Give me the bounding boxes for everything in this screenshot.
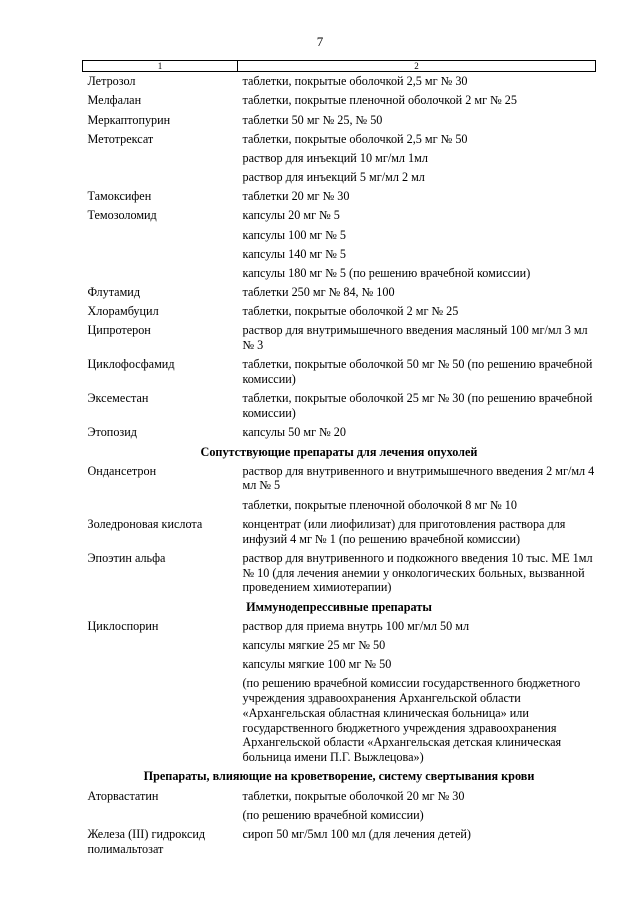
table-row bbox=[83, 302, 596, 321]
table-row bbox=[83, 110, 596, 129]
dosage-form: сироп 50 мг/5мл 100 мл (для лечения детей) bbox=[242, 826, 471, 841]
table-row bbox=[83, 655, 596, 674]
dosage-form: капсулы 180 мг № 5 (по решению врачебной комиссии) bbox=[242, 265, 531, 280]
drug-name bbox=[83, 149, 238, 168]
section-heading-row bbox=[83, 767, 596, 786]
drug-name: Эпоэтин альфа bbox=[87, 550, 166, 565]
drug-name bbox=[83, 806, 238, 825]
column-header-2: 2 bbox=[238, 61, 596, 72]
drug-name: Флутамид bbox=[87, 285, 141, 300]
dosage-form: раствор для инъекций 5 мг/мл 2 мл bbox=[242, 170, 425, 185]
drug-table bbox=[82, 60, 596, 859]
table-row bbox=[83, 495, 596, 514]
table-row bbox=[83, 355, 596, 389]
dosage-form: таблетки, покрытые пленочной оболочкой 8 мг № 10 bbox=[242, 497, 517, 512]
table-row bbox=[83, 149, 596, 168]
table-row bbox=[83, 206, 596, 225]
dosage-form: таблетки 250 мг № 84, № 100 bbox=[242, 285, 395, 300]
drug-name bbox=[83, 655, 238, 674]
drug-name bbox=[83, 264, 238, 283]
table-row bbox=[83, 825, 596, 859]
dosage-form: раствор для приема внутрь 100 мг/мл 50 мл bbox=[242, 618, 470, 633]
dosage-form: раствор для внутривенного и внутримышечного введения 2 мг/мл 4 мл № 5 bbox=[242, 463, 595, 493]
drug-name bbox=[83, 674, 238, 767]
table-row bbox=[83, 806, 596, 825]
dosage-form: таблетки 20 мг № 30 bbox=[242, 189, 350, 204]
table-row bbox=[83, 91, 596, 110]
table-row bbox=[83, 389, 596, 423]
table-row bbox=[83, 72, 596, 92]
dosage-form: концентрат (или лиофилизат) для приготовления раствора для инфузий 4 мг № 1 (по решению врачебной комиссии) bbox=[242, 516, 566, 546]
table-row bbox=[83, 636, 596, 655]
drug-name: Эксеместан bbox=[87, 391, 149, 406]
drug-name: Тамоксифен bbox=[87, 189, 152, 204]
drug-name: Циклоспорин bbox=[87, 618, 159, 633]
dosage-form: таблетки, покрытые оболочкой 2,5 мг № 50 bbox=[242, 131, 468, 146]
table-row bbox=[83, 617, 596, 636]
drug-name: Ондансетрон bbox=[87, 463, 157, 478]
section-heading-row bbox=[83, 597, 596, 616]
page-number: 7 bbox=[316, 34, 324, 49]
drug-name bbox=[83, 636, 238, 655]
table-row bbox=[83, 225, 596, 244]
table-row bbox=[83, 187, 596, 206]
dosage-form: капсулы 50 мг № 20 bbox=[242, 425, 346, 440]
table-row bbox=[83, 264, 596, 283]
dosage-form: таблетки, покрытые оболочкой 2,5 мг № 30 bbox=[242, 74, 468, 89]
drug-name: Летрозол bbox=[87, 74, 136, 89]
table-row bbox=[83, 786, 596, 805]
dosage-form: таблетки, покрытые оболочкой 50 мг № 50 (по решению врачебной комиссии) bbox=[242, 357, 593, 387]
column-header-1: 1 bbox=[83, 61, 238, 72]
drug-name bbox=[83, 495, 238, 514]
dosage-form: капсулы мягкие 100 мг № 50 bbox=[242, 657, 392, 672]
table-row bbox=[83, 283, 596, 302]
section-heading: Иммунодепрессивные препараты bbox=[246, 599, 432, 614]
drug-name bbox=[83, 225, 238, 244]
drug-name: Аторвастатин bbox=[87, 788, 159, 803]
dosage-form: раствор для внутримышечного введения масляный 100 мг/мл 3 мл № 3 bbox=[242, 323, 588, 353]
section-heading: Препараты, влияющие на кроветворение, систему свертывания крови bbox=[143, 769, 535, 784]
dosage-form: таблетки, покрытые оболочкой 25 мг № 30 (по решению врачебной комиссии) bbox=[242, 391, 593, 421]
dosage-form: капсулы 100 мг № 5 bbox=[242, 227, 346, 242]
drug-name: Железа (III) гидроксид полимальтозат bbox=[87, 826, 206, 856]
dosage-form: таблетки, покрытые оболочкой 20 мг № 30 bbox=[242, 788, 465, 803]
table-row bbox=[83, 130, 596, 149]
dosage-form: капсулы 20 мг № 5 bbox=[242, 208, 340, 223]
dosage-form: таблетки, покрытые оболочкой 2 мг № 25 bbox=[242, 304, 459, 319]
drug-name: Золедроновая кислота bbox=[87, 516, 203, 531]
drug-name: Темозоломид bbox=[87, 208, 157, 223]
dosage-form: капсулы мягкие 25 мг № 50 bbox=[242, 637, 386, 652]
table-row bbox=[83, 674, 596, 767]
table-row bbox=[83, 515, 596, 549]
drug-name: Циклофосфамид bbox=[87, 357, 175, 372]
table-header-row bbox=[83, 61, 596, 72]
table-row bbox=[83, 461, 596, 495]
table-row bbox=[83, 423, 596, 442]
drug-name: Мелфалан bbox=[87, 93, 142, 108]
table-row bbox=[83, 168, 596, 187]
dosage-form: капсулы 140 мг № 5 bbox=[242, 246, 346, 261]
dosage-form: таблетки 50 мг № 25, № 50 bbox=[242, 112, 383, 127]
section-heading: Сопутствующие препараты для лечения опухолей bbox=[200, 444, 478, 459]
table-row bbox=[83, 245, 596, 264]
table-row bbox=[83, 321, 596, 355]
drug-name: Метотрексат bbox=[87, 131, 154, 146]
dosage-form: (по решению врачебной комиссии) bbox=[242, 807, 424, 822]
section-heading-row bbox=[83, 442, 596, 461]
drug-name bbox=[83, 245, 238, 264]
table-body bbox=[83, 72, 596, 859]
dosage-form: (по решению врачебной комиссии государственного бюджетного учреждения здравоохранения Архангельской области «Архангельская областная клиническая больница» или государственного бюджетного учреждения здравоохранения Архангельской области «Архангельская детская клиническая больница имени П.Г. Выжлецова») bbox=[242, 676, 581, 765]
drug-name: Ципротерон bbox=[87, 323, 151, 338]
dosage-form: раствор для инъекций 10 мг/мл 1мл bbox=[242, 150, 428, 165]
dosage-form: таблетки, покрытые пленочной оболочкой 2 мг № 25 bbox=[242, 93, 517, 108]
dosage-form: раствор для внутривенного и подкожного введения 10 тыс. МЕ 1мл № 10 (для лечения анемии у онкологических больных, вызванной проведением химиотерапии) bbox=[242, 550, 593, 595]
drug-name bbox=[83, 168, 238, 187]
table-row bbox=[83, 549, 596, 598]
drug-name: Этопозид bbox=[87, 425, 137, 440]
drug-name: Хлорамбуцил bbox=[87, 304, 159, 319]
drug-name: Меркаптопурин bbox=[87, 112, 171, 127]
